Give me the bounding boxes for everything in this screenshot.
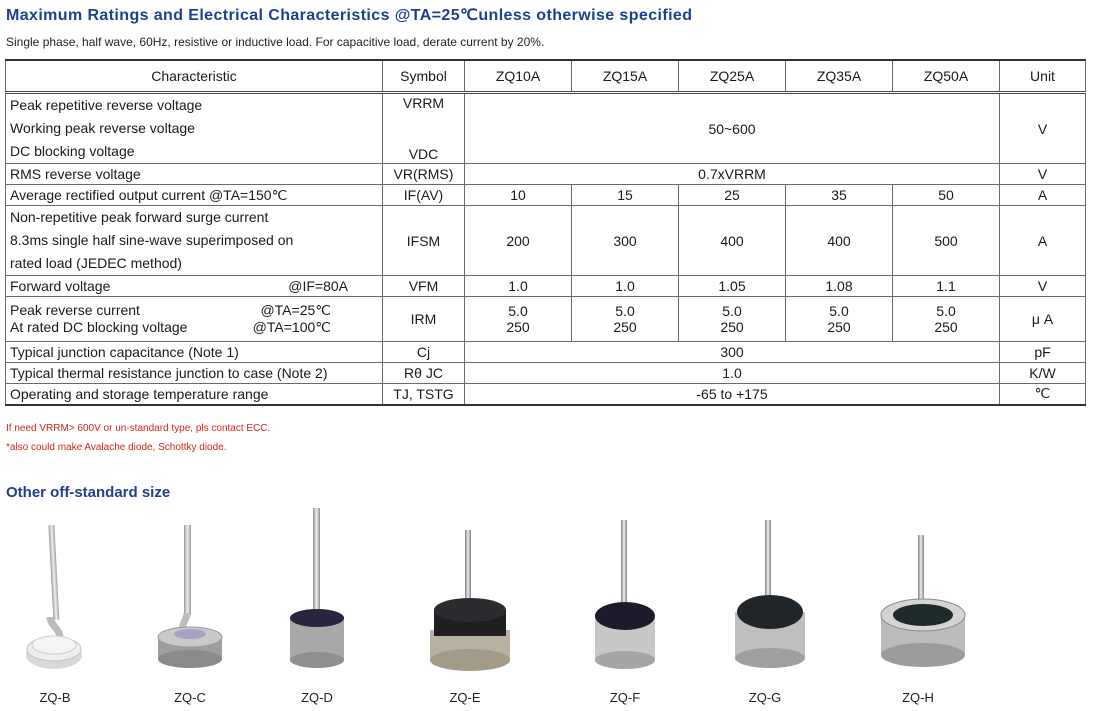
value-cell: 25 bbox=[679, 185, 786, 206]
value-cell: 300 bbox=[465, 342, 1000, 363]
value-cell: 400 bbox=[786, 206, 893, 276]
product-label-zq-g: ZQ-G bbox=[748, 690, 782, 705]
value-bottom: 250 bbox=[613, 319, 637, 335]
characteristic-cell bbox=[6, 297, 383, 342]
table-row bbox=[6, 206, 1086, 276]
product-label-zq-c: ZQ-C bbox=[174, 690, 206, 705]
ratings-table bbox=[5, 59, 1086, 406]
unit-cell: A bbox=[1000, 206, 1086, 276]
zq-d-diode-image bbox=[282, 508, 352, 678]
value-cell: 0.7xVRRM bbox=[465, 164, 1000, 185]
zq-f-diode-image bbox=[585, 520, 665, 680]
table-row bbox=[6, 164, 1086, 185]
value-top: 5.0 bbox=[508, 303, 528, 319]
header-symbol: Symbol bbox=[383, 60, 465, 93]
header-zq35a: ZQ35A bbox=[786, 60, 893, 93]
table-row bbox=[6, 93, 1086, 164]
characteristic-cell: Typical thermal resistance junction to case (Note 2) bbox=[6, 363, 383, 384]
section-title: Other off-standard size bbox=[6, 484, 171, 501]
char-line: Non-repetitive peak forward surge current bbox=[10, 209, 269, 225]
value-cell bbox=[893, 297, 1000, 342]
product-label-zq-d: ZQ-D bbox=[301, 690, 333, 705]
value-cell: -65 to +175 bbox=[465, 384, 1000, 405]
char-line: Working peak reverse voltage bbox=[10, 120, 195, 136]
symbol-vrrm: VRRM bbox=[402, 94, 445, 111]
value-cell: 500 bbox=[893, 206, 1000, 276]
table-row bbox=[6, 297, 1086, 342]
unit-cell: μ A bbox=[1000, 297, 1086, 342]
zq-h-diode-image bbox=[873, 535, 973, 680]
unit-cell: pF bbox=[1000, 342, 1086, 363]
product-label-zq-h: ZQ-H bbox=[902, 690, 934, 705]
symbol-cell bbox=[383, 93, 465, 164]
char-condition: @TA=25℃ bbox=[260, 302, 331, 318]
value-top: 5.0 bbox=[722, 303, 742, 319]
product-label-zq-b: ZQ-B bbox=[39, 690, 71, 705]
value-bottom: 250 bbox=[720, 319, 744, 335]
symbol-cell: IFSM bbox=[383, 206, 465, 276]
symbol-cell: TJ, TSTG bbox=[383, 384, 465, 405]
unit-cell: ℃ bbox=[1000, 384, 1086, 405]
value-cell: 200 bbox=[465, 206, 572, 276]
value-cell: 1.1 bbox=[893, 276, 1000, 297]
value-cell: 1.0 bbox=[572, 276, 679, 297]
value-cell bbox=[786, 297, 893, 342]
char-line: 8.3ms single half sine-wave superimposed on bbox=[10, 232, 294, 248]
unit-cell: V bbox=[1000, 93, 1086, 164]
char-condition: @IF=80A bbox=[288, 278, 348, 294]
characteristic-cell: Operating and storage temperature range bbox=[6, 384, 383, 405]
symbol-cell: VFM bbox=[383, 276, 465, 297]
header-zq25a: ZQ25A bbox=[679, 60, 786, 93]
load-conditions-note: Single phase, half wave, 60Hz, resistive or inductive load. For capacitive load, derate current by 20%. bbox=[6, 35, 545, 49]
characteristic-cell: Typical junction capacitance (Note 1) bbox=[6, 342, 383, 363]
value-bottom: 250 bbox=[506, 319, 530, 335]
value-top: 5.0 bbox=[936, 303, 956, 319]
symbol-cell: IRM bbox=[383, 297, 465, 342]
value-cell: 35 bbox=[786, 185, 893, 206]
value-cell: 10 bbox=[465, 185, 572, 206]
page-title: Maximum Ratings and Electrical Characteristics @TA=25℃unless otherwise specified bbox=[6, 7, 693, 24]
value-cell: 15 bbox=[572, 185, 679, 206]
table-header-row bbox=[6, 60, 1086, 93]
zq-e-diode-image bbox=[420, 530, 520, 680]
value-cell: 1.05 bbox=[679, 276, 786, 297]
value-cell: 1.0 bbox=[465, 276, 572, 297]
char-line: Peak repetitive reverse voltage bbox=[10, 97, 203, 113]
note-avalanche: *also could make Avalache diode, Schottky diode. bbox=[6, 442, 227, 453]
symbol-cell: Rθ JC bbox=[383, 363, 465, 384]
characteristic-cell bbox=[6, 276, 383, 297]
header-zq50a: ZQ50A bbox=[893, 60, 1000, 93]
zq-c-diode-image bbox=[150, 525, 230, 675]
characteristic-cell bbox=[6, 206, 383, 276]
product-label-zq-e: ZQ-E bbox=[449, 690, 481, 705]
value-top: 5.0 bbox=[829, 303, 849, 319]
char-label: Peak reverse current bbox=[10, 302, 140, 318]
unit-cell: A bbox=[1000, 185, 1086, 206]
characteristic-cell: RMS reverse voltage bbox=[6, 164, 383, 185]
table-row bbox=[6, 384, 1086, 405]
table-row bbox=[6, 185, 1086, 206]
symbol-cell: IF(AV) bbox=[383, 185, 465, 206]
value-cell bbox=[572, 297, 679, 342]
unit-cell: V bbox=[1000, 276, 1086, 297]
symbol-cell: Cj bbox=[383, 342, 465, 363]
char-label: Forward voltage bbox=[10, 278, 111, 294]
value-cell bbox=[679, 297, 786, 342]
header-unit: Unit bbox=[1000, 60, 1086, 93]
characteristic-cell bbox=[6, 93, 383, 164]
table-row bbox=[6, 276, 1086, 297]
char-line: rated load (JEDEC method) bbox=[10, 255, 182, 271]
product-label-zq-f: ZQ-F bbox=[609, 690, 641, 705]
value-cell: 50~600 bbox=[465, 93, 1000, 164]
value-cell bbox=[465, 297, 572, 342]
value-cell: 400 bbox=[679, 206, 786, 276]
note-high-voltage: If need VRRM> 600V or un-standard type, pls contact ECC. bbox=[6, 423, 271, 434]
value-cell: 1.08 bbox=[786, 276, 893, 297]
char-label: At rated DC blocking voltage bbox=[10, 319, 188, 335]
char-line: DC blocking voltage bbox=[10, 143, 135, 159]
value-cell: 50 bbox=[893, 185, 1000, 206]
value-cell: 1.0 bbox=[465, 363, 1000, 384]
value-cell: 300 bbox=[572, 206, 679, 276]
value-top: 5.0 bbox=[615, 303, 635, 319]
char-condition: @TA=100℃ bbox=[252, 319, 331, 335]
table-row bbox=[6, 342, 1086, 363]
header-characteristic: Characteristic bbox=[6, 60, 383, 93]
header-zq10a: ZQ10A bbox=[465, 60, 572, 93]
zq-g-diode-image bbox=[725, 520, 815, 680]
characteristic-cell: Average rectified output current @TA=150℃ bbox=[6, 185, 383, 206]
table-row bbox=[6, 363, 1086, 384]
unit-cell: K/W bbox=[1000, 363, 1086, 384]
symbol-cell: VR(RMS) bbox=[383, 164, 465, 185]
unit-cell: V bbox=[1000, 164, 1086, 185]
value-bottom: 250 bbox=[827, 319, 851, 335]
header-zq15a: ZQ15A bbox=[572, 60, 679, 93]
zq-b-diode-image bbox=[20, 525, 90, 675]
symbol-vdc: VDC bbox=[408, 145, 439, 162]
value-bottom: 250 bbox=[934, 319, 958, 335]
